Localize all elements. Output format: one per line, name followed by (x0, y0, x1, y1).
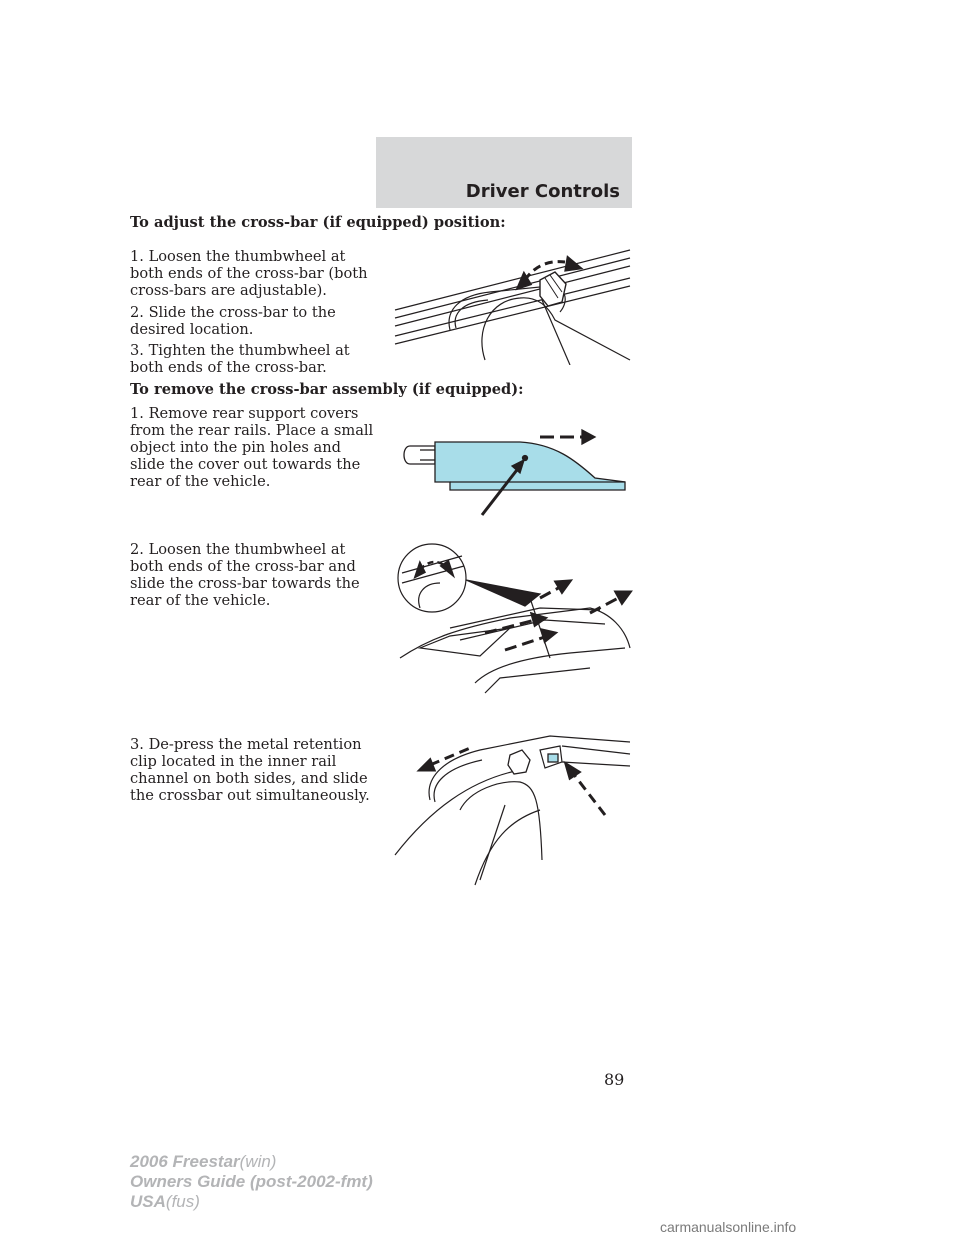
page-number: 89 (604, 1070, 625, 1089)
watermark: carmanualsonline.info (660, 1219, 797, 1235)
crossbar-thumbwheel-illustration (390, 240, 635, 365)
remove-step-2: 2. Loosen the thumbwheel at both ends of the cross-bar and slide the cross-bar towards the rear of the vehicle. (130, 541, 360, 609)
footer-line-2 (130, 1172, 373, 1192)
footer-market: USA (130, 1192, 166, 1211)
remove-step-1: 1. Remove rear support covers from the rear rails. Place a small object into the pin holes and slide the cover out towards the rear of the vehicle. (130, 405, 374, 490)
vehicle-roof-crossbars-illustration (390, 528, 635, 703)
remove-heading: To remove the cross-bar assembly (if equipped): (130, 381, 524, 398)
section-title: Driver Controls (465, 181, 620, 202)
footer-guide: Owners Guide (post-2002-fmt) (130, 1172, 373, 1191)
retention-clip-illustration (390, 710, 635, 890)
adjust-step-2: 2. Slide the cross-bar to the desired location. (130, 304, 336, 338)
adjust-heading: To adjust the cross-bar (if equipped) position: (130, 214, 506, 231)
footer (130, 1152, 373, 1212)
footer-model-code: (win) (239, 1152, 277, 1171)
adjust-step-1: 1. Loosen the thumbwheel at both ends of the cross-bar (both cross-bars are adjustable). (130, 248, 368, 299)
remove-step-3: 3. De-press the metal retention clip located in the inner rail channel on both sides, and slide the crossbar out simultaneously. (130, 736, 370, 804)
adjust-step-3: 3. Tighten the thumbwheel at both ends of the cross-bar. (130, 342, 350, 376)
header-band (376, 137, 632, 208)
footer-line-1 (130, 1152, 373, 1172)
footer-model: 2006 Freestar (130, 1152, 240, 1171)
footer-line-3 (130, 1192, 373, 1212)
footer-market-code: (fus) (165, 1192, 200, 1211)
rear-support-cover-illustration (390, 420, 635, 520)
